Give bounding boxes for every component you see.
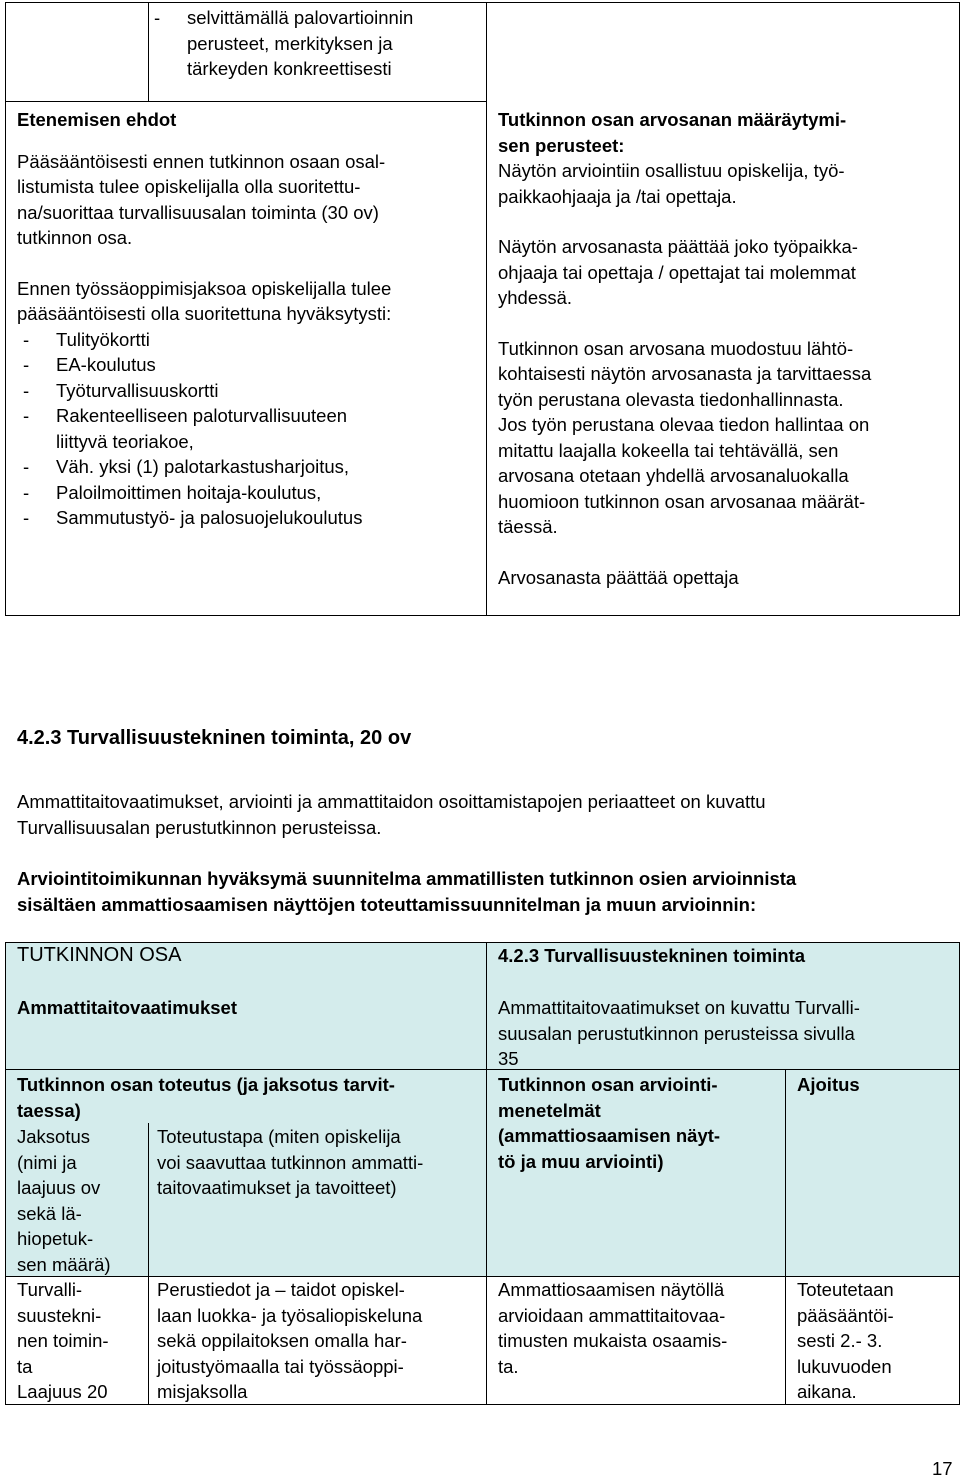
table-cell: Tutkinnon osan toteutus (ja jaksotus tarvit- taessa) xyxy=(17,1074,395,1121)
paragraph: Ennen työssäoppimisjaksoa opiskelijalla tulee pääsääntöisesti olla suoritettuna hyväksytysti: xyxy=(17,277,392,324)
table-cell: Perustiedot ja – taidot opiskel- laan luokka- ja työsaliopiskeluna sekä oppilaitoksen omalla har- joitustyömaalla tai työssäoppi- misjaksolla xyxy=(157,1279,423,1402)
list-item: EA-koulutus xyxy=(56,354,156,375)
section-heading: 4.2.3 Turvallisuustekninen toiminta, 20 ov xyxy=(17,727,412,749)
table-cell: 4.2.3 Turvallisuustekninen toiminta xyxy=(498,945,806,966)
right-cell xyxy=(498,107,956,590)
table-cell: Toteutetaan pääsääntöi- sesti 2.- 3. lukuvuoden aikana. xyxy=(797,1279,894,1402)
section-paragraph: Ammattitaitovaatimukset, arviointi ja ammattitaidon osoittamistapojen periaatteet on kuvattu Turvallisuusalan perustutkinnon perusteissa. xyxy=(17,791,766,838)
list-item: Väh. yksi (1) palotarkastusharjoitus, xyxy=(56,456,350,477)
table-cell: Ajoitus xyxy=(797,1074,860,1095)
table-cell: Jaksotus (nimi ja laajuus ov sekä lä- hiopetuk- sen määrä) xyxy=(17,1126,111,1275)
paragraph: Näytön arviointiin osallistuu opiskelija, työ- paikkaohjaaja ja /tai opettaja. xyxy=(498,160,845,207)
table-cell: Ammattitaitovaatimukset xyxy=(17,997,238,1018)
paragraph: Tutkinnon osan arvosana muodostuu lähtö- kohtaisesti näytön arvosanasta ja tarvittaessa työn perustana olevasta tiedonhallinnasta. Jos työn perustana olevaa tiedon hallintaa on mitattu laajalla kokeella tai tehtävällä, sen arvosana otetaan yhdellä arvosanaluokalla huomioon tutkinnon osan arvosanaa määrät- täessä. xyxy=(498,337,872,537)
section-bold-paragraph: Arviointitoimikunnan hyväksymä suunnitelma ammatillisten tutkinnon osien arvioinnista sisältäen ammattiosaamisen näyttöjen toteuttamissuunnitelman ja muun arvioinnin: xyxy=(17,868,797,915)
table-cell: Ammattiosaamisen näytöllä arvioidaan ammattitaitovaa- timusten mukaista osaamis- ta. xyxy=(498,1279,728,1377)
table-cell: Tutkinnon osan arviointi- menetelmät (ammattiosaamisen näyt- tö ja muu arviointi) xyxy=(498,1074,721,1172)
requirements-list: - Tulityökortti - EA-koulutus - Työturvallisuuskortti - Rakenteelliseen paloturvallisuuteen liittyvä teoriakoe, - Väh. yksi (1) palotarkastusharjoitus, - Paloilmoittimen hoitaja-koulutus, - Sammutustyö- ja palosuojelukoulutus xyxy=(56,327,479,531)
table-cell: Ammattitaitovaatimukset on kuvattu Turvalli- suusalan perustutkinnon perusteissa sivulla 35 xyxy=(498,997,860,1069)
paragraph: Pääsääntöisesti ennen tutkinnon osaan osal- listumista tulee opiskelijalla olla suoritettu- na/suorittaa turvallisuusalan toiminta (30 ov) tutkinnon osa. xyxy=(17,150,386,248)
table-cell: Toteutustapa (miten opiskelija voi saavuttaa tutkinnon ammatti- taitovaatimukset ja tavoitteet) xyxy=(157,1126,424,1198)
list-item: Sammutustyö- ja palosuojelukoulutus xyxy=(56,507,363,528)
paragraph: Näytön arvosanasta päättää joko työpaikka- ohjaaja tai opettaja / opettajat tai molemmat yhdessä. xyxy=(498,236,858,308)
left-cell xyxy=(17,107,479,531)
paragraph: Arvosanasta päättää opettaja xyxy=(498,566,739,588)
list-item: Paloilmoittimen hoitaja-koulutus, xyxy=(56,481,322,503)
table-cell: Turvalli- suustekni- nen toimin- ta Laajuus 20 xyxy=(17,1279,109,1402)
section-heading: Tutkinnon osan arvosanan määräytymi- sen perusteet: xyxy=(498,109,847,156)
table-cell: TUTKINNON OSA xyxy=(17,944,182,966)
page-number: 17 xyxy=(932,1458,953,1479)
list-item: Työturvallisuuskortti xyxy=(56,379,219,401)
section-heading: Etenemisen ehdot xyxy=(17,109,177,130)
list-item: selvittämällä palovartioinnin perusteet, merkityksen ja tärkeyden konkreettisesti xyxy=(187,7,414,79)
list-item: Rakenteelliseen paloturvallisuuteen liittyvä teoriakoe, xyxy=(56,405,348,452)
top-right-bullets: - selvittämällä palovartioinnin perusteet, merkityksen ja tärkeyden konkreettisesti xyxy=(150,5,480,82)
list-item: Tulityökortti xyxy=(56,328,150,350)
